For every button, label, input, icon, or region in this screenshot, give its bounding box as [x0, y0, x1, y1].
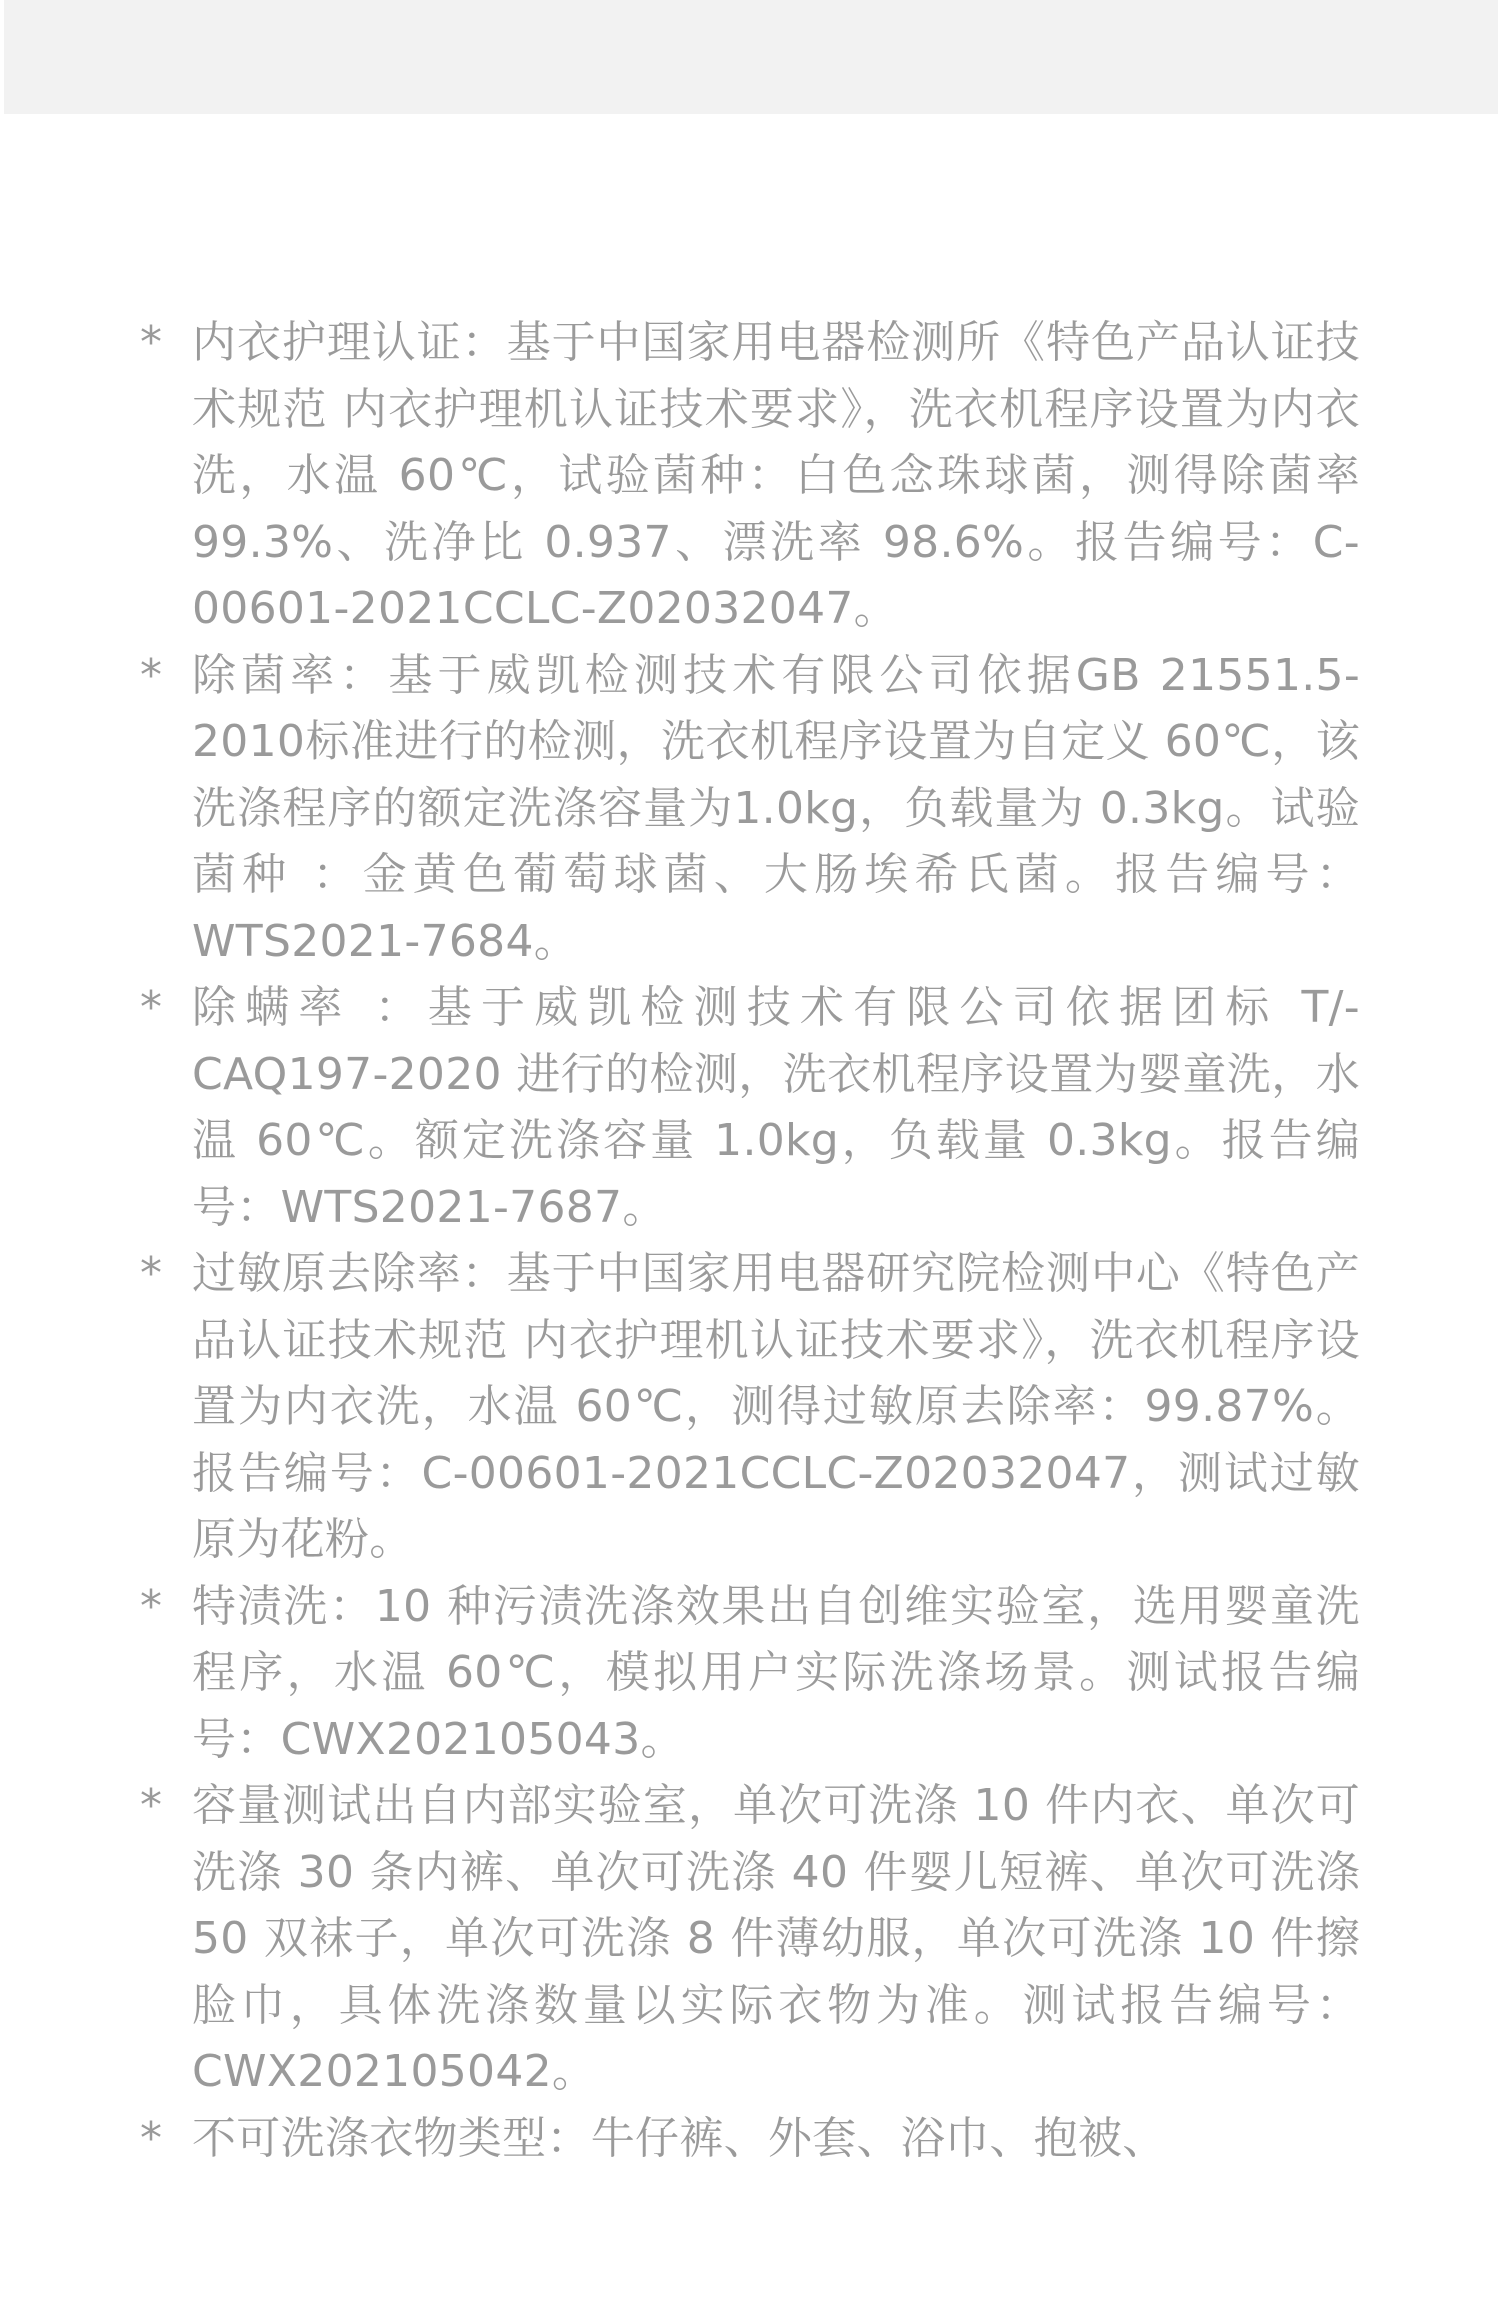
footnote-text: 容量测试出自内部实验室，单次可洗涤 10 件内衣、单次可洗涤 30 条内裤、单次可洗涤 40 件婴儿短裤、单次可洗涤 50 双袜子，单次可洗涤 8 件薄幼服，单次可洗涤 10 件擦脸巾，具体洗涤数量以实际衣物为准。测试报告编号：CWX202105042。 — [192, 1780, 1360, 2097]
footnote-mite-removal-rate — [140, 975, 1360, 1241]
footnote-sterilization-rate — [140, 643, 1360, 976]
top-banner-area — [4, 0, 1498, 114]
footnote-stain-wash — [140, 1574, 1360, 1774]
footnote-marker: * — [140, 649, 163, 701]
footnote-non-washable-items — [140, 2106, 1360, 2173]
footnote-text: 除螨率 ：基于威凯检测技术有限公司依据团标 T/-CAQ197-2020 进行的检测，洗衣机程序设置为婴童洗，水温 60℃。额定洗涤容量 1.0kg，负载量 0.3kg。报告编号：WTS2021-7687。 — [192, 982, 1360, 1233]
footnote-allergen-removal-rate — [140, 1241, 1360, 1574]
footnote-marker: * — [140, 982, 163, 1033]
footnote-marker: * — [140, 2112, 163, 2164]
footnote-text: 过敏原去除率：基于中国家用电器研究院检测中心《特色产品认证技术规范 内衣护理机认证技术要求》，洗衣机程序设置为内衣洗，水温 60℃，测得过敏原去除率：99.87%。报告编号：C-00601-2021CCLC-Z02032047，测试过敏原为花粉。 — [192, 1248, 1360, 1565]
footnote-marker: * — [140, 1580, 163, 1632]
footnote-marker: * — [140, 1780, 163, 1831]
footnote-capacity-test — [140, 1773, 1360, 2106]
footnote-text: 特渍洗：10 种污渍洗涤效果出自创维实验室，选用婴童洗程序，水温 60℃，模拟用户实际洗涤场景。测试报告编号：CWX202105043。 — [192, 1580, 1360, 1765]
footnote-text: 内衣护理认证：基于中国家用电器检测所《特色产品认证技术规范 内衣护理机认证技术要求》，洗衣机程序设置为内衣洗，水温 60℃，试验菌种：白色念珠球菌，测得除菌率 99.3%、洗净比 0.937、漂洗率 98.6%。报告编号：C-00601-2021CCLC-Z02032047。 — [192, 317, 1360, 634]
footnote-text: 不可洗涤衣物类型：牛仔裤、外套、浴巾、抱被、 — [192, 2112, 1167, 2164]
footnote-marker: * — [140, 1248, 163, 1299]
footnote-list — [140, 310, 1360, 2172]
footnote-underwear-care-certification — [140, 310, 1360, 643]
footnote-marker: * — [140, 317, 163, 368]
footnote-text: 除菌率：基于威凯检测技术有限公司依据GB 21551.5-2010标准进行的检测，洗衣机程序设置为自定义 60℃，该洗涤程序的额定洗涤容量为1.0kg，负载量为 0.3kg。试验菌种 ：金黄色葡萄球菌、大肠埃希氏菌。报告编号：WTS2021-7684。 — [192, 649, 1360, 967]
